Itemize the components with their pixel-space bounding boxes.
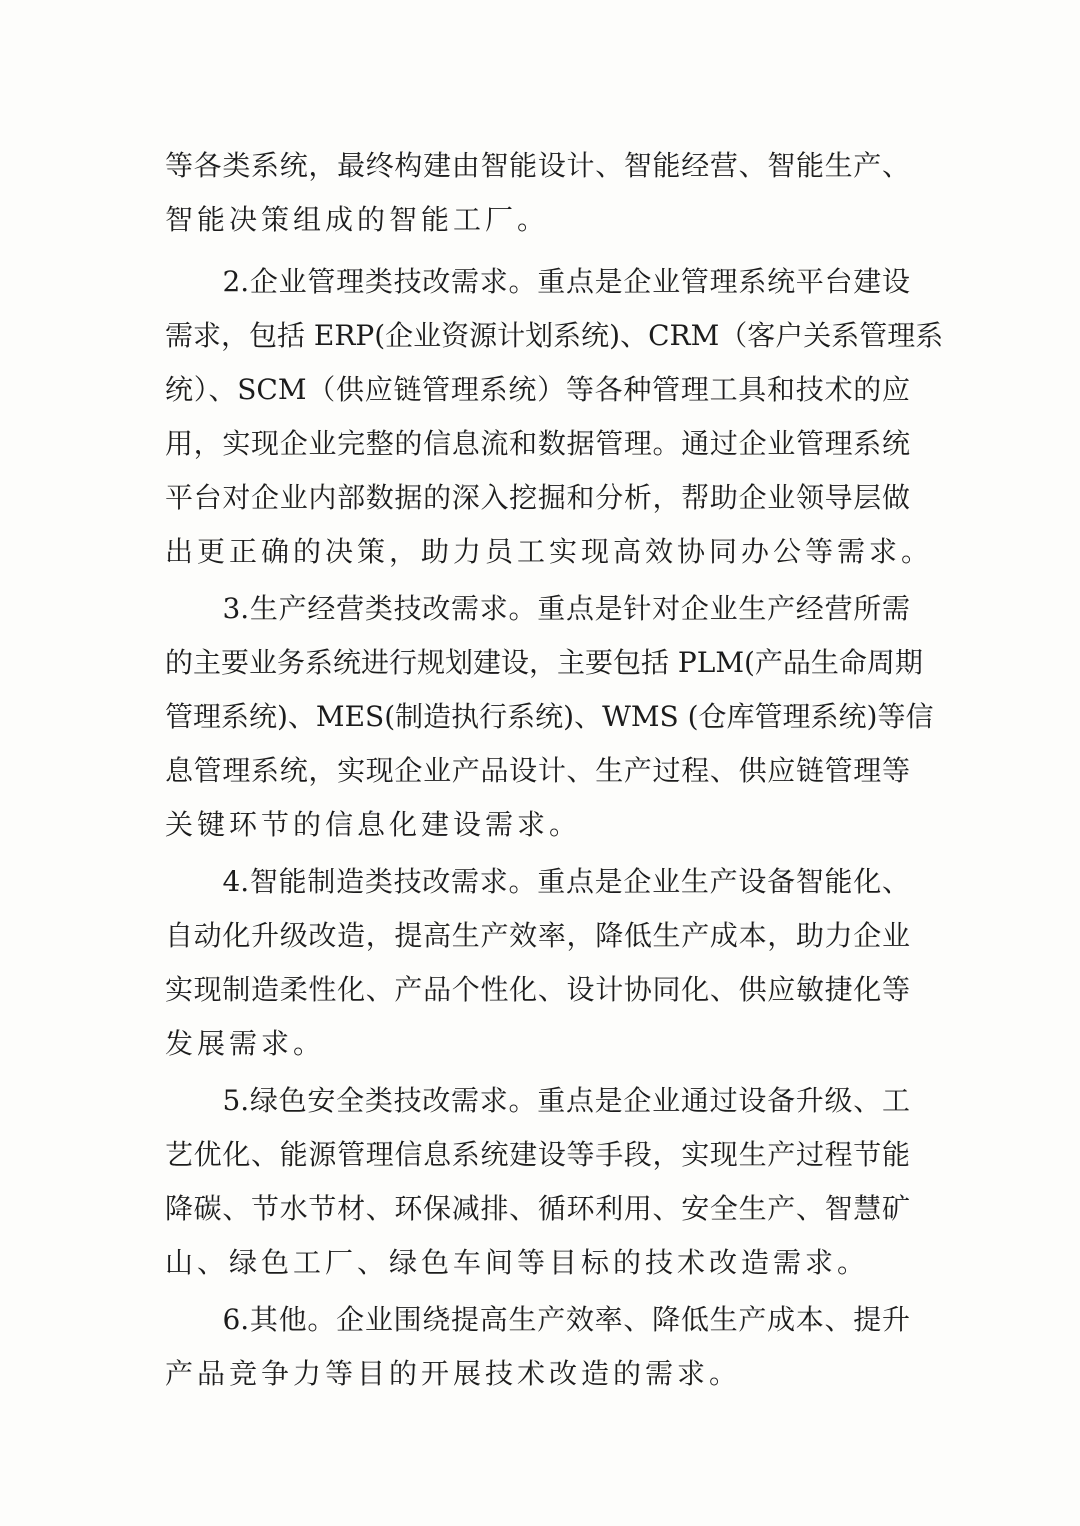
text-line: 3.生产经营类技改需求。重点是针对企业生产经营所需 xyxy=(165,592,910,625)
text-line: 需求，包括 ERP(企业资源计划系统)、CRM（客户关系管理系 xyxy=(165,319,944,352)
text-line: 2.企业管理类技改需求。重点是企业管理系统平台建设 xyxy=(165,265,910,298)
text-line: 智能决策组成的智能工厂。 xyxy=(165,203,550,236)
text-line: 出更正确的决策，助力员工实现高效协同办公等需求。 xyxy=(165,535,934,568)
text-line: 统）、SCM（供应链管理系统）等各种管理工具和技术的应 xyxy=(165,373,910,406)
text-line: 实现制造柔性化、产品个性化、设计协同化、供应敏捷化等 xyxy=(165,973,910,1006)
text-line: 艺优化、能源管理信息系统建设等手段，实现生产过程节能 xyxy=(165,1138,910,1171)
text-line: 等各类系统，最终构建由智能设计、智能经营、智能生产、 xyxy=(165,149,910,182)
text-line: 的主要业务系统进行规划建设，主要包括 PLM(产品生命周期 xyxy=(165,646,923,679)
text-line: 管理系统)、MES(制造执行系统)、WMS (仓库管理系统)等信 xyxy=(165,700,934,733)
text-line: 用，实现企业完整的信息流和数据管理。通过企业管理系统 xyxy=(165,427,910,460)
text-line: 4.智能制造类技改需求。重点是企业生产设备智能化、 xyxy=(165,865,910,898)
text-line: 6.其他。企业围绕提高生产效率、降低生产成本、提升 xyxy=(165,1303,910,1336)
text-line: 自动化升级改造，提高生产效率，降低生产成本，助力企业 xyxy=(165,919,910,952)
text-line: 5.绿色安全类技改需求。重点是企业通过设备升级、工 xyxy=(165,1084,910,1117)
text-line: 关键环节的信息化建设需求。 xyxy=(165,808,582,841)
text-line: 山、绿色工厂、绿色车间等目标的技术改造需求。 xyxy=(165,1246,870,1279)
text-line: 发展需求。 xyxy=(165,1027,326,1060)
text-line: 息管理系统，实现企业产品设计、生产过程、供应链管理等 xyxy=(165,754,910,787)
text-line: 平台对企业内部数据的深入挖掘和分析，帮助企业领导层做 xyxy=(165,481,910,514)
text-line: 产品竞争力等目的开展技术改造的需求。 xyxy=(165,1357,742,1390)
text-line: 降碳、节水节材、环保减排、循环利用、安全生产、智慧矿 xyxy=(165,1192,910,1225)
